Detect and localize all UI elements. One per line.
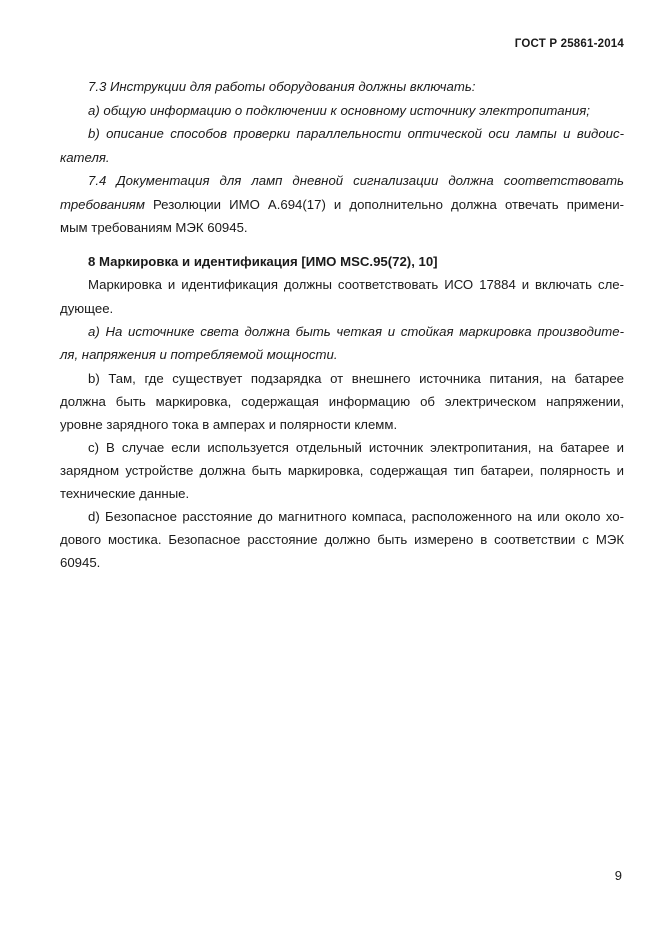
clause-7-4: 7.4 Документация для ламп дневной сигнализации должна соответствовать: [88, 173, 624, 188]
item-d-end: 60945.: [60, 555, 101, 570]
list-item-a: а) общую информацию о подключении к основному источнику электропитания;: [88, 103, 590, 118]
list-item-b: b) описание способов проверки параллельности оптической оси лампы и видоис-: [88, 126, 624, 141]
section-8-intro-cont: дующее.: [60, 301, 114, 316]
item-c-end: технические данные.: [60, 486, 190, 501]
item-b: b) Там, где существует подзарядка от внешнего источника питания, на батарее: [88, 371, 624, 386]
section-8-intro: Маркировка и идентификация должны соответствовать ИСО 17884 и включать сле-: [88, 277, 624, 292]
section-8-heading: 8 Маркировка и идентификация [ИМО MSC.95(72), 10]: [88, 254, 438, 269]
item-b-end: уровне зарядного тока в амперах и полярности клемм.: [60, 417, 398, 432]
item-d-cont: дового мостика. Безопасное расстояние должно быть измерено в соответствии с МЭК: [60, 532, 624, 547]
item-a-cont: ля, напряжения и потребляемой мощности.: [60, 347, 338, 362]
item-c: c) В случае если используется отдельный источник электропитания, на батарее и: [88, 440, 624, 455]
item-d: d) Безопасное расстояние до магнитного компаса, расположенного на или около хо-: [88, 509, 624, 524]
clause-7-3: 7.3 Инструкции для работы оборудования должны включать:: [88, 79, 476, 94]
page-number: 9: [614, 868, 622, 883]
item-b-cont: должна быть маркировка, содержащая информацию об электрическом напряжении,: [60, 394, 624, 409]
clause-7-4-italic: требованиям: [60, 197, 145, 212]
clause-7-4-end: мым требованиям МЭК 60945.: [60, 220, 248, 235]
item-c-cont: зарядном устройстве должна быть маркировка, содержащая тип батареи, полярность и: [60, 463, 624, 478]
document-header: ГОСТ Р 25861-2014: [514, 38, 624, 50]
item-a: а) На источнике света должна быть четкая и стойкая маркировка производите-: [88, 324, 624, 339]
list-item-b-cont: кателя.: [60, 150, 110, 165]
clause-7-4-cont: [60, 193, 624, 217]
clause-7-4-text: Резолюции ИМО А.694(17) и дополнительно должна отвечать примени-: [144, 197, 624, 212]
